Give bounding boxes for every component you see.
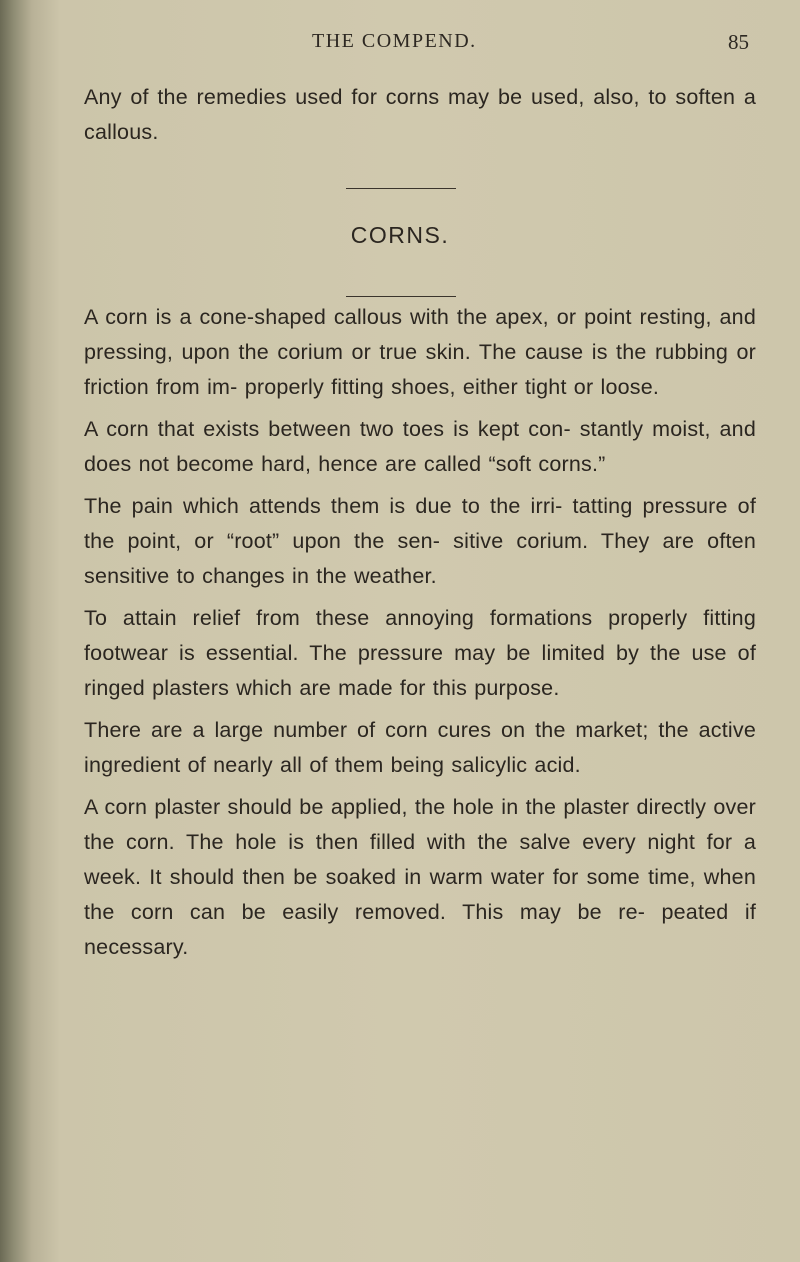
paragraph-pain: The pain which attends them is due to the irri- tatting pressure of the point, or “root” upon the sen- sitive corium. They are often sensitive to changes in the weather. bbox=[84, 494, 756, 588]
paragraph-definition: A corn is a cone-shaped callous with the apex, or point resting, and pressing, upon the corium or true skin. The cause is the rubbing or friction from im- properly fitting shoes, either tight or loose. bbox=[84, 305, 756, 399]
page-header bbox=[0, 30, 800, 60]
section-rule-bottom bbox=[346, 296, 456, 297]
paragraph-corn-cures: There are a large number of corn cures on the market; the active ingredient of nearly all of them being salicylic acid. bbox=[84, 718, 756, 777]
section-body bbox=[84, 300, 756, 972]
paragraph-relief: To attain relief from these annoying formations properly fitting footwear is essential. The pressure may be limited by the use of ringed plasters which are made for this purpose. bbox=[84, 606, 756, 700]
intro-paragraph: Any of the remedies used for corns may be used, also, to soften a callous. bbox=[84, 85, 756, 144]
running-title: THE COMPEND. bbox=[312, 30, 477, 52]
page-number: 85 bbox=[728, 30, 749, 54]
section-title: CORNS. bbox=[350, 222, 450, 248]
paragraph-soft-corns: A corn that exists between two toes is kept con- stantly moist, and does not become hard, hence are called “soft corns.” bbox=[84, 417, 756, 476]
paragraph-corn-plaster: A corn plaster should be applied, the hole in the plaster directly over the corn. The hole is then filled with the salve every night for a week. It should then be soaked in warm water for some time, when the corn can be easily removed. This may be re- peated if necessary. bbox=[84, 795, 756, 959]
section-rule-top bbox=[346, 188, 456, 189]
